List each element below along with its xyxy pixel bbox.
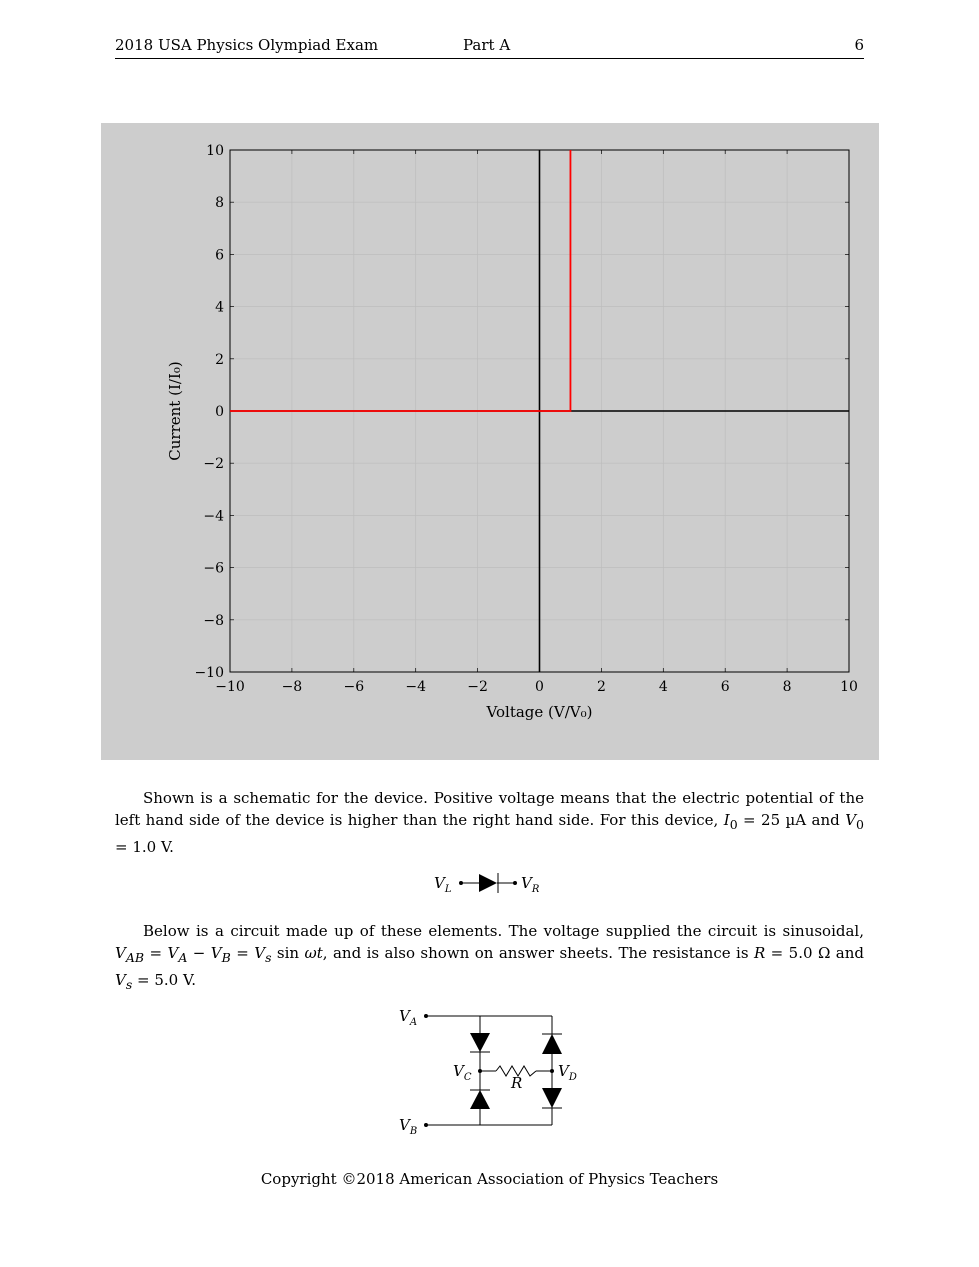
- diode-schematic: [420, 866, 560, 900]
- diode-bd-icon: [542, 1088, 562, 1108]
- x-tick-label: 10: [840, 679, 858, 695]
- copyright-footer: Copyright ©2018 American Association of Physics Teachers: [260, 1170, 719, 1188]
- x-tick-label: 8: [782, 679, 792, 695]
- x-tick-label: −6: [343, 679, 365, 695]
- r-label: R: [511, 1074, 523, 1092]
- vb-label: $V_B$: [399, 1116, 418, 1137]
- y-tick-label: 2: [215, 351, 224, 368]
- vc-label: $V_C$: [453, 1062, 472, 1083]
- y-axis-label: Current (I/I₀): [166, 361, 184, 461]
- y-tick-label: −6: [203, 560, 224, 577]
- y-tick-label: −2: [203, 456, 224, 473]
- page-header: [115, 36, 864, 59]
- x-tick-label: −4: [405, 679, 427, 695]
- vl-label: $V_L$: [434, 874, 452, 895]
- x-tick-label: −2: [467, 679, 488, 695]
- y-tick-label: 0: [215, 404, 224, 420]
- chart-svg: [101, 123, 879, 760]
- y-tick-label: 8: [215, 195, 224, 212]
- series-line: [230, 150, 570, 411]
- y-tick-label: 6: [215, 247, 224, 264]
- diode-bc-icon: [470, 1090, 490, 1109]
- x-tick-label: −8: [281, 679, 303, 695]
- paragraph-device: Shown is a schematic for the device. Positive voltage means that the electric potential of the left hand side of the device is higher than the right hand side. For this device, $I_0 = 25$ µA and $V_0 = 1.0$ V.: [115, 789, 864, 856]
- bridge-circuit: [380, 998, 600, 1138]
- exam-title: 2018 USA Physics Olympiad Exam: [115, 36, 379, 54]
- x-tick-label: 4: [658, 679, 668, 695]
- iv-chart: [101, 123, 879, 760]
- va-label: $V_A$: [399, 1007, 418, 1028]
- vr-label: $V_R$: [521, 874, 540, 895]
- y-tick-label: 10: [206, 143, 224, 159]
- terminal-right: [513, 881, 517, 885]
- page-number: 6: [854, 36, 864, 54]
- paragraph-circuit: Below is a circuit made up of these elements. The voltage supplied the circuit is sinusoidal, $V_{AB} = V_A - V_B = V_s$ sin ωt, and is also shown on answer sheets. The resistance is R = 5.0 Ω and $V_s = 5.0$ V.: [115, 922, 865, 992]
- x-tick-label: 2: [596, 679, 606, 695]
- x-tick-label: 6: [720, 679, 730, 695]
- diode-ac-icon: [470, 1033, 490, 1052]
- x-axis-label: Voltage (V/V₀): [486, 703, 593, 721]
- x-tick-label: 0: [535, 679, 544, 695]
- x-tick-label: −10: [215, 679, 245, 695]
- diode-icon: [479, 874, 497, 892]
- y-tick-label: −4: [203, 508, 224, 525]
- diode-ad-icon: [542, 1034, 562, 1054]
- y-tick-label: −10: [194, 665, 224, 681]
- y-tick-label: −8: [203, 612, 224, 629]
- vd-label: $V_D$: [558, 1062, 577, 1083]
- part-label: Part A: [463, 36, 511, 54]
- y-tick-label: 4: [215, 299, 224, 316]
